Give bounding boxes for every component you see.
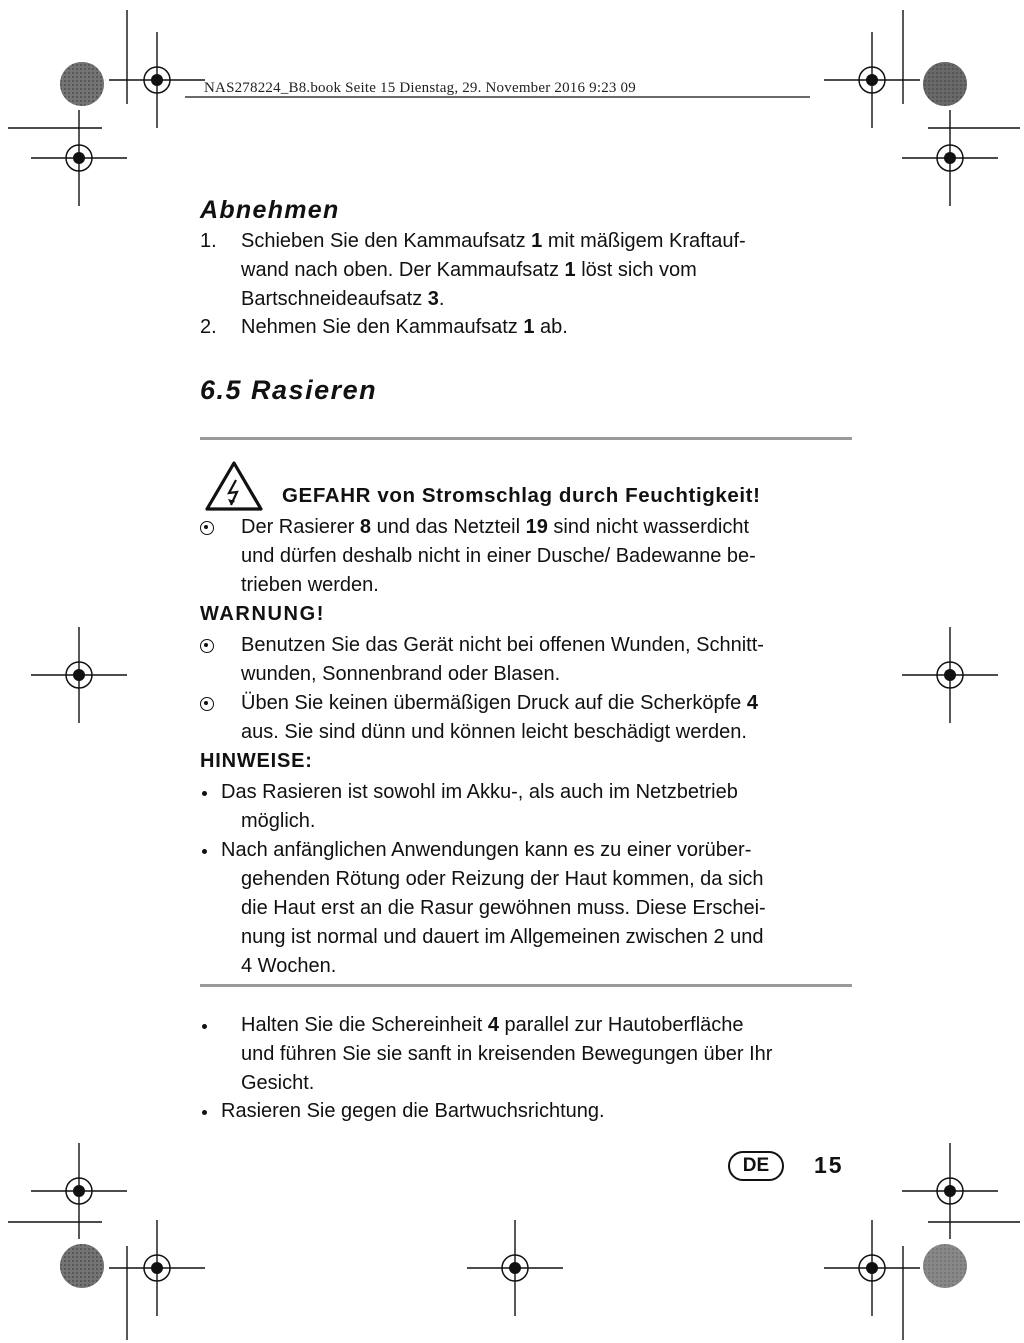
text: und führen Sie sie sanft in kreisenden Bewegungen über Ihr (241, 1043, 773, 1065)
text: und dürfen deshalb nicht in einer Dusche/ Badewanne be- (241, 545, 756, 567)
text: aus. Sie sind dünn und können leicht beschädigt werden. (241, 721, 747, 743)
text: Der Rasierer (241, 516, 360, 538)
text: Das Rasieren ist sowohl im Akku-, als auch im Netzbetrieb (221, 781, 738, 803)
bullet-dot (202, 791, 207, 796)
text: möglich. (241, 810, 316, 832)
language-badge: DE (728, 1151, 784, 1181)
text: parallel zur Hautoberfläche (498, 1014, 744, 1036)
danger-title: GEFAHR von Stromschlag durch Feuchtigkeit! (282, 484, 761, 507)
ref-number: 8 (359, 516, 372, 538)
text: Üben Sie keinen übermäßigen Druck auf die Scherköpfe (241, 692, 747, 714)
text: Bartschneideaufsatz (241, 288, 428, 310)
step-1 (200, 227, 852, 314)
text: und das Netzteil (371, 516, 526, 538)
bullet-dot (202, 1110, 207, 1115)
text: löst sich vom (575, 259, 697, 281)
bullet-dot (202, 849, 207, 854)
text: wunden, Sonnenbrand oder Blasen. (241, 663, 561, 685)
text: ab. (534, 316, 568, 338)
ref-number: 1 (523, 316, 535, 338)
electric-shock-warning-icon (204, 460, 264, 512)
step-2 (200, 313, 852, 342)
step-number: 2. (200, 316, 217, 338)
text: die Haut erst an die Rasur gewöhnen muss. Diese Erschei- (241, 897, 766, 919)
hint-item-1 (221, 778, 738, 836)
ref-number: 4 (746, 692, 758, 714)
warning-label: WARNUNG! (200, 603, 326, 625)
step-number: 1. (200, 230, 217, 252)
hints-label: HINWEISE: (200, 750, 313, 772)
section-heading-abnehmen: Abnehmen (200, 196, 340, 224)
hint-item-2 (221, 836, 766, 981)
text: nung ist normal und dauert im Allgemeinen zwischen 2 und (241, 926, 764, 948)
divider-bottom (200, 984, 852, 987)
text: Rasieren Sie gegen die Bartwuchsrichtung. (221, 1100, 605, 1122)
ref-number: 1 (531, 230, 543, 252)
text: Gesicht. (241, 1072, 315, 1094)
text: Schieben Sie den Kammaufsatz (241, 230, 532, 252)
ref-number: 4 (487, 1014, 499, 1036)
ref-number: 19 (525, 516, 548, 538)
circle-bullet-icon (200, 639, 214, 653)
page-number: 15 (814, 1152, 844, 1178)
circle-bullet-icon (200, 697, 214, 711)
warning-item-1 (241, 631, 764, 689)
text: 4 Wochen. (241, 955, 337, 977)
danger-item (241, 513, 756, 600)
divider-top (200, 437, 852, 440)
text: gehenden Rötung oder Reizung der Haut kommen, da sich (241, 868, 764, 890)
bullet-dot (202, 1024, 207, 1029)
ref-number: 1 (564, 259, 576, 281)
text: . (438, 288, 445, 310)
warning-item-2 (241, 689, 758, 747)
text: sind nicht wasserdicht (547, 516, 750, 538)
text: wand nach oben. Der Kammaufsatz (241, 259, 565, 281)
text: mit mäßigem Kraftauf- (542, 230, 746, 252)
section-heading-rasieren: 6.5 Rasieren (200, 375, 378, 405)
text: Nehmen Sie den Kammaufsatz (241, 316, 524, 338)
print-slug: NAS278224_B8.book Seite 15 Dienstag, 29. November 2016 9:23 09 (204, 80, 636, 96)
text: Benutzen Sie das Gerät nicht bei offenen Wunden, Schnitt- (241, 634, 764, 656)
text: Halten Sie die Schereinheit (241, 1014, 488, 1036)
ref-number: 3 (427, 288, 439, 310)
circle-bullet-icon (200, 521, 214, 535)
instruction-2 (221, 1097, 605, 1126)
instruction-1 (241, 1011, 772, 1098)
text: trieben werden. (241, 574, 379, 596)
text: Nach anfänglichen Anwendungen kann es zu einer vorüber- (221, 839, 752, 861)
